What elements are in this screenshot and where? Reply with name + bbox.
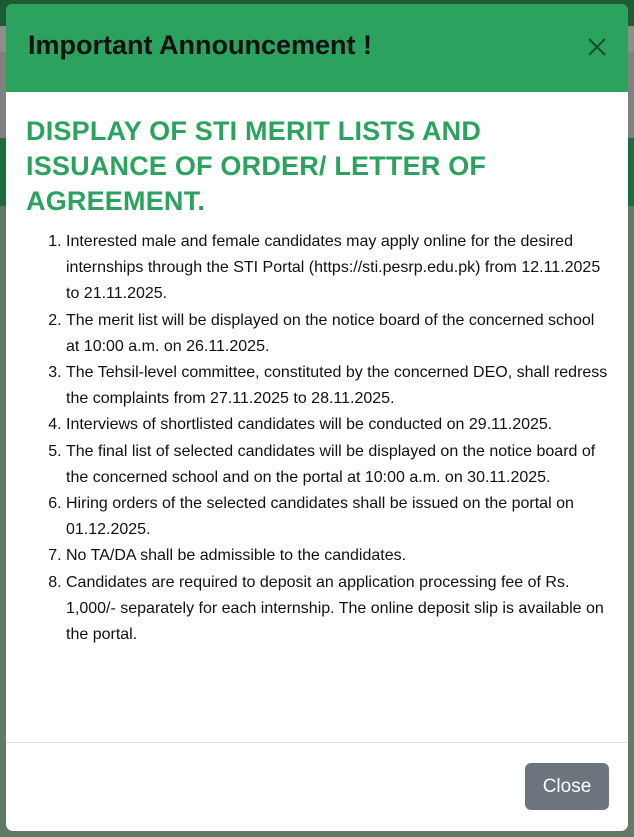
- list-item: 1. Interested male and female candidates may apply online for the desired internships through the STI Portal (https://sti.pesrp.edu.pk) from 12.11.2025 to 21.11.2025.: [66, 229, 608, 308]
- announcement-headline: DISPLAY OF STI MERIT LISTS AND ISSUANCE OF ORDER/ LETTER OF AGREEMENT.: [26, 116, 487, 216]
- list-item: 4. Interviews of shortlisted candidates will be conducted on 29.11.2025.: [66, 412, 608, 438]
- list-item: 2. The merit list will be displayed on the notice board of the concerned school at 10:00 a.m. on 26.11.2025.: [66, 308, 608, 360]
- list-item: 8. Candidates are required to deposit an application processing fee of Rs. 1,000/- separately for each internship. The online deposit slip is available on the portal.: [66, 570, 608, 649]
- list-item: 6. Hiring orders of the selected candidates shall be issued on the portal on 01.12.2025.: [66, 491, 608, 543]
- close-button[interactable]: Close: [525, 763, 609, 810]
- close-x-icon[interactable]: [584, 34, 610, 60]
- list-item: 5. The final list of selected candidates will be displayed on the notice board of the concerned school and on the portal at 10:00 a.m. on 30.11.2025.: [66, 439, 608, 491]
- modal-footer: [6, 742, 628, 831]
- list-item: 3. The Tehsil-level committee, constituted by the concerned DEO, shall redress the complaints from 27.11.2025 to 28.11.2025.: [66, 360, 608, 412]
- list-item: 7. No TA/DA shall be admissible to the candidates.: [66, 543, 608, 569]
- modal-title: Important Announcement !: [28, 30, 372, 60]
- announcement-modal: [6, 4, 628, 831]
- modal-header: [6, 4, 628, 92]
- announcement-list: [26, 229, 608, 648]
- modal-body: [6, 92, 628, 648]
